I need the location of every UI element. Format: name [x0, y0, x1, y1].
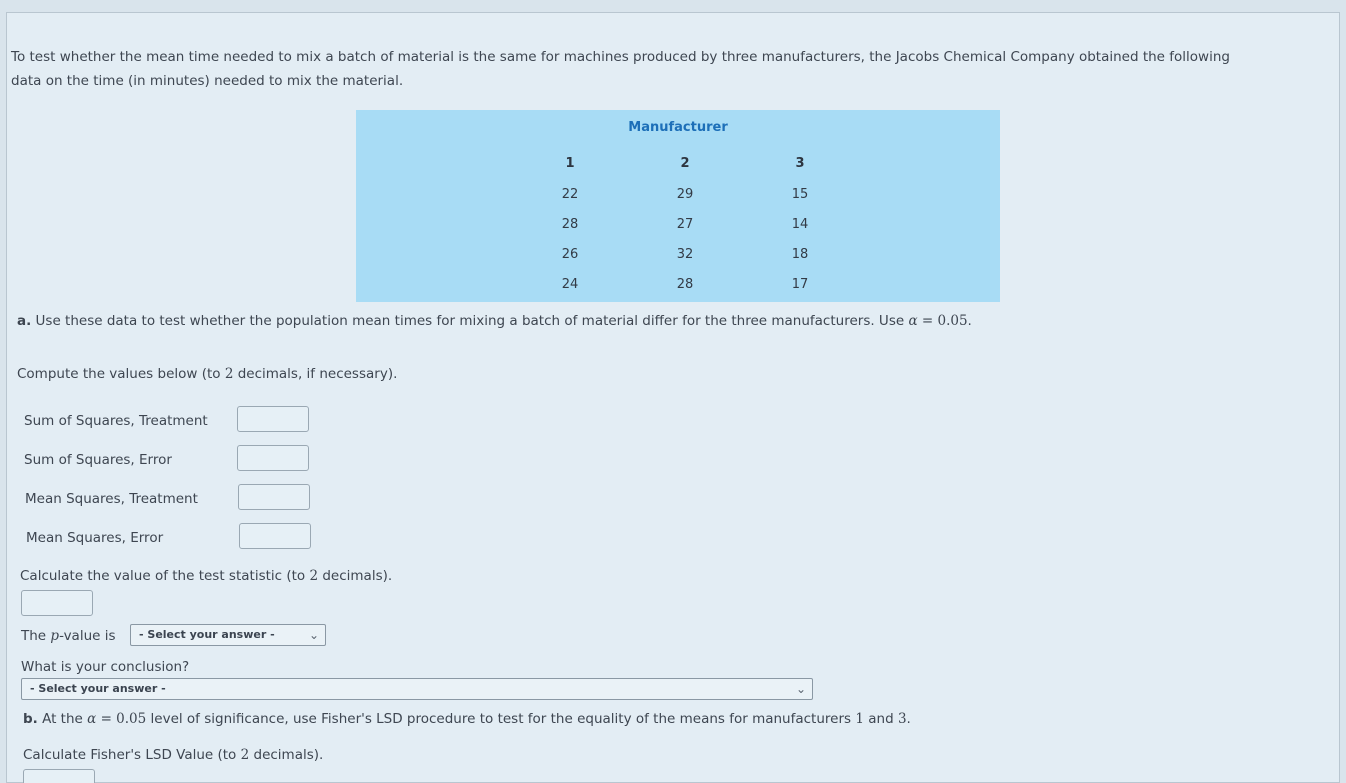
column-header-2: 2 — [680, 156, 690, 171]
p-value-select[interactable] — [130, 624, 326, 646]
table-cell: 28 — [676, 277, 694, 292]
part-a-text: Use these data to test whether the population mean times for mixing a batch of material differ for the three manufacturers. Use — [35, 313, 905, 329]
decimals-count: 2 — [224, 366, 234, 382]
compute-instruction — [17, 366, 397, 382]
alpha-symbol: α — [87, 711, 97, 727]
alpha-symbol: α — [908, 313, 918, 329]
lsd-text: Calculate Fisher's LSD Value (to — [23, 747, 241, 763]
ss-treatment-input[interactable] — [237, 406, 309, 432]
table-cell: 24 — [561, 277, 579, 292]
ms-error-input[interactable] — [239, 523, 311, 549]
alpha-value: = 0.05 — [921, 313, 968, 329]
intro-line-1: To test whether the mean time needed to mix a batch of material is the same for machines produced by three manufacturers, the Jacobs Chemical Company obtained the following — [11, 49, 1230, 65]
ss-error-input[interactable] — [237, 445, 309, 471]
p-value-text-end: -value is — [59, 628, 116, 644]
test-statistic-input[interactable] — [21, 590, 93, 616]
part-b-text-start: At the — [42, 711, 83, 727]
conclusion-select-text: - Select your answer - — [30, 682, 166, 695]
p-symbol: p — [50, 628, 60, 644]
ms-treatment-input[interactable] — [238, 484, 310, 510]
and-text: and — [868, 711, 894, 727]
table-cell: 29 — [676, 187, 694, 202]
table-cell: 27 — [676, 217, 694, 232]
part-b-question: b. At the α = 0.05 level of significance, use Fisher's LSD procedure to test for the equality of the means for manufacturers 1 and 3. — [23, 711, 911, 727]
compute-text: Compute the values below (to — [17, 366, 225, 382]
p-value-text: The — [21, 628, 51, 644]
test-statistic-instruction — [20, 568, 392, 584]
ss-error-label: Sum of Squares, Error — [24, 452, 172, 468]
ms-treatment-label: Mean Squares, Treatment — [25, 491, 198, 507]
part-b-text-middle: level of significance, use Fisher's LSD procedure to test for the equality of the means for manufacturers — [150, 711, 852, 727]
table-cell: 32 — [676, 247, 694, 262]
manufacturer-3: 3 — [897, 711, 907, 727]
part-a-prefix: a. — [17, 313, 32, 329]
lsd-decimals: 2 — [240, 747, 250, 763]
test-stat-text-end: decimals). — [318, 568, 393, 584]
column-header-3: 3 — [795, 156, 805, 171]
table-cell: 17 — [791, 277, 809, 292]
part-a-question: a. Use these data to test whether the population mean times for mixing a batch of material differ for the three manufacturers. Use α = 0.05. — [17, 313, 972, 329]
ss-treatment-label: Sum of Squares, Treatment — [24, 413, 208, 429]
test-stat-text: Calculate the value of the test statistic (to — [20, 568, 310, 584]
table-cell: 22 — [561, 187, 579, 202]
problem-statement — [11, 45, 1331, 93]
intro-line-2: data on the time (in minutes) needed to mix the material. — [11, 73, 404, 89]
test-stat-decimals: 2 — [309, 568, 319, 584]
lsd-input[interactable] — [23, 769, 95, 783]
p-value-label — [21, 628, 116, 644]
compute-text-end: decimals, if necessary). — [233, 366, 398, 382]
conclusion-label: What is your conclusion? — [21, 659, 190, 675]
p-value-select-text: - Select your answer - — [139, 628, 275, 641]
manufacturer-1: 1 — [855, 711, 864, 727]
column-header-1: 1 — [565, 156, 575, 171]
lsd-instruction — [23, 747, 323, 763]
table-cell: 18 — [791, 247, 809, 262]
alpha-value: = 0.05 — [100, 711, 147, 727]
table-cell: 28 — [561, 217, 579, 232]
manufacturer-data-table — [356, 110, 1000, 302]
table-cell: 15 — [791, 187, 809, 202]
table-title: Manufacturer — [628, 120, 728, 135]
conclusion-select[interactable] — [21, 678, 813, 700]
ms-error-label: Mean Squares, Error — [26, 530, 164, 546]
part-b-prefix: b. — [23, 711, 38, 727]
table-cell: 26 — [561, 247, 579, 262]
chevron-down-icon: ⌄ — [308, 628, 319, 642]
question-panel — [6, 12, 1340, 783]
lsd-text-end: decimals). — [249, 747, 324, 763]
table-cell: 14 — [791, 217, 809, 232]
chevron-down-icon: ⌄ — [795, 682, 806, 696]
